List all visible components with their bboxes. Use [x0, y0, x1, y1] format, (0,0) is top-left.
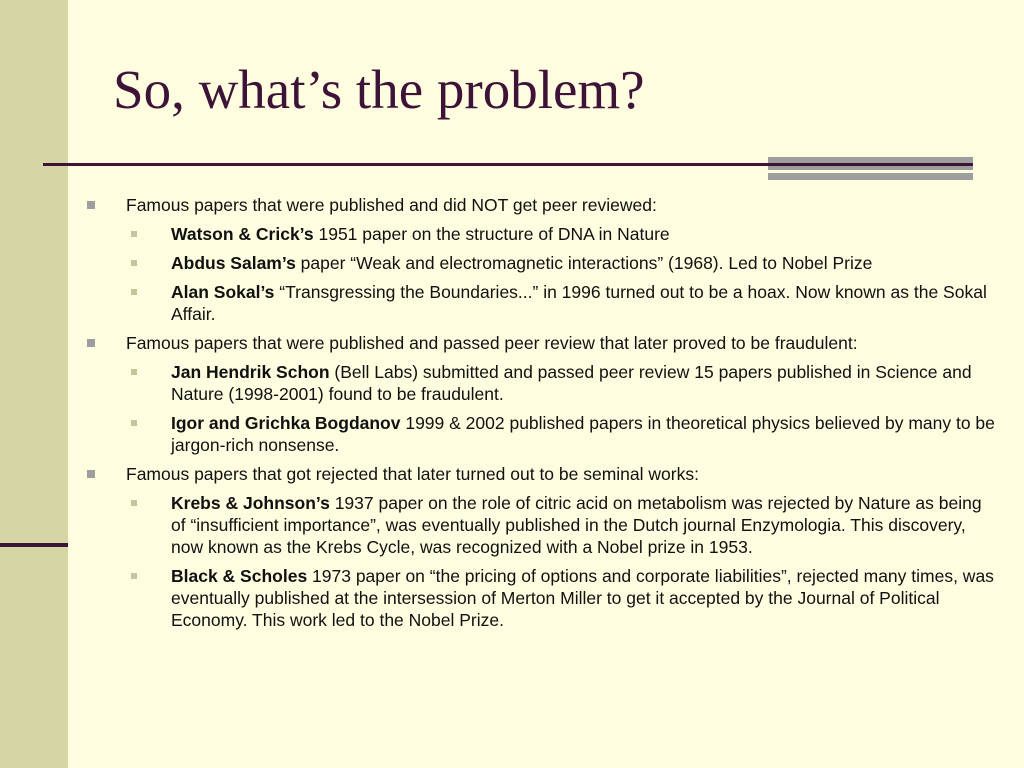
sub-bullet [126, 361, 1001, 405]
title-rule [43, 163, 973, 166]
square-bullet-icon [87, 339, 95, 347]
section-text: Famous papers that were published and did NOT get peer reviewed: [126, 195, 657, 215]
sub-bullet [126, 281, 1001, 325]
side-band-divider [0, 543, 68, 547]
sub-bullet-text: 1973 paper on “the pricing of options and corporate liabilities”, rejected many times, was eventually published at the intersession of Merton Miller to get it accepted by the Journal of Political Economy. This work led to the Nobel Prize. [171, 566, 994, 630]
sub-bullet-bold: Alan Sokal’s [171, 282, 275, 302]
sub-bullet-bold: Black & Scholes [171, 566, 308, 586]
square-bullet-icon [131, 231, 137, 237]
slide-body [86, 194, 1001, 638]
square-bullet-icon [131, 573, 137, 579]
sub-bullet-text: 1999 & 2002 published papers in theoretical physics believed by many to be jargon-rich nonsense. [171, 413, 995, 455]
square-bullet-icon [131, 420, 137, 426]
sub-bullet-text: 1951 paper on the structure of DNA in Nature [313, 224, 670, 244]
sub-bullet-text: paper “Weak and electromagnetic interactions” (1968). Led to Nobel Prize [295, 253, 873, 273]
square-bullet-icon [131, 289, 137, 295]
bullet-section [86, 463, 1001, 631]
sub-bullet [126, 252, 1001, 274]
side-band [0, 0, 68, 768]
square-bullet-icon [87, 470, 95, 478]
sub-bullet-text: 1937 paper on the role of citric acid on metabolism was rejected by Nature as being of “insufficient importance”, was eventually published in the Dutch journal Enzymologia. This discovery, now known as the Krebs Cycle, was recognized with a Nobel prize in 1953. [171, 493, 982, 557]
sub-bullet [126, 565, 1001, 631]
sub-bullet-bold: Krebs & Johnson’s [171, 493, 330, 513]
sub-bullet-bold: Watson & Crick’s [171, 224, 314, 244]
square-bullet-icon [131, 369, 137, 375]
sub-bullet-bold: Jan Hendrik Schon [171, 362, 330, 382]
square-bullet-icon [131, 260, 137, 266]
bullet-section [86, 332, 1001, 456]
sub-bullet [126, 492, 1001, 558]
sub-bullet-text: “Transgressing the Boundaries...” in 1996 turned out to be a hoax. Now known as the Sokal Affair. [171, 282, 987, 324]
section-text: Famous papers that got rejected that later turned out to be seminal works: [126, 464, 699, 484]
title-accent-bar [768, 157, 973, 180]
sub-bullet [126, 223, 1001, 245]
slide-title: So, what’s the problem? [113, 59, 645, 120]
section-text: Famous papers that were published and passed peer review that later proved to be fraudulent: [126, 333, 858, 353]
bullet-section [86, 194, 1001, 325]
sub-bullet-bold: Abdus Salam’s [171, 253, 296, 273]
square-bullet-icon [131, 500, 137, 506]
sub-bullet-bold: Igor and Grichka Bogdanov [171, 413, 401, 433]
square-bullet-icon [87, 201, 95, 209]
sub-bullet [126, 412, 1001, 456]
sub-bullet-text: (Bell Labs) submitted and passed peer review 15 papers published in Science and Nature (1998-2001) found to be fraudulent. [171, 362, 972, 404]
